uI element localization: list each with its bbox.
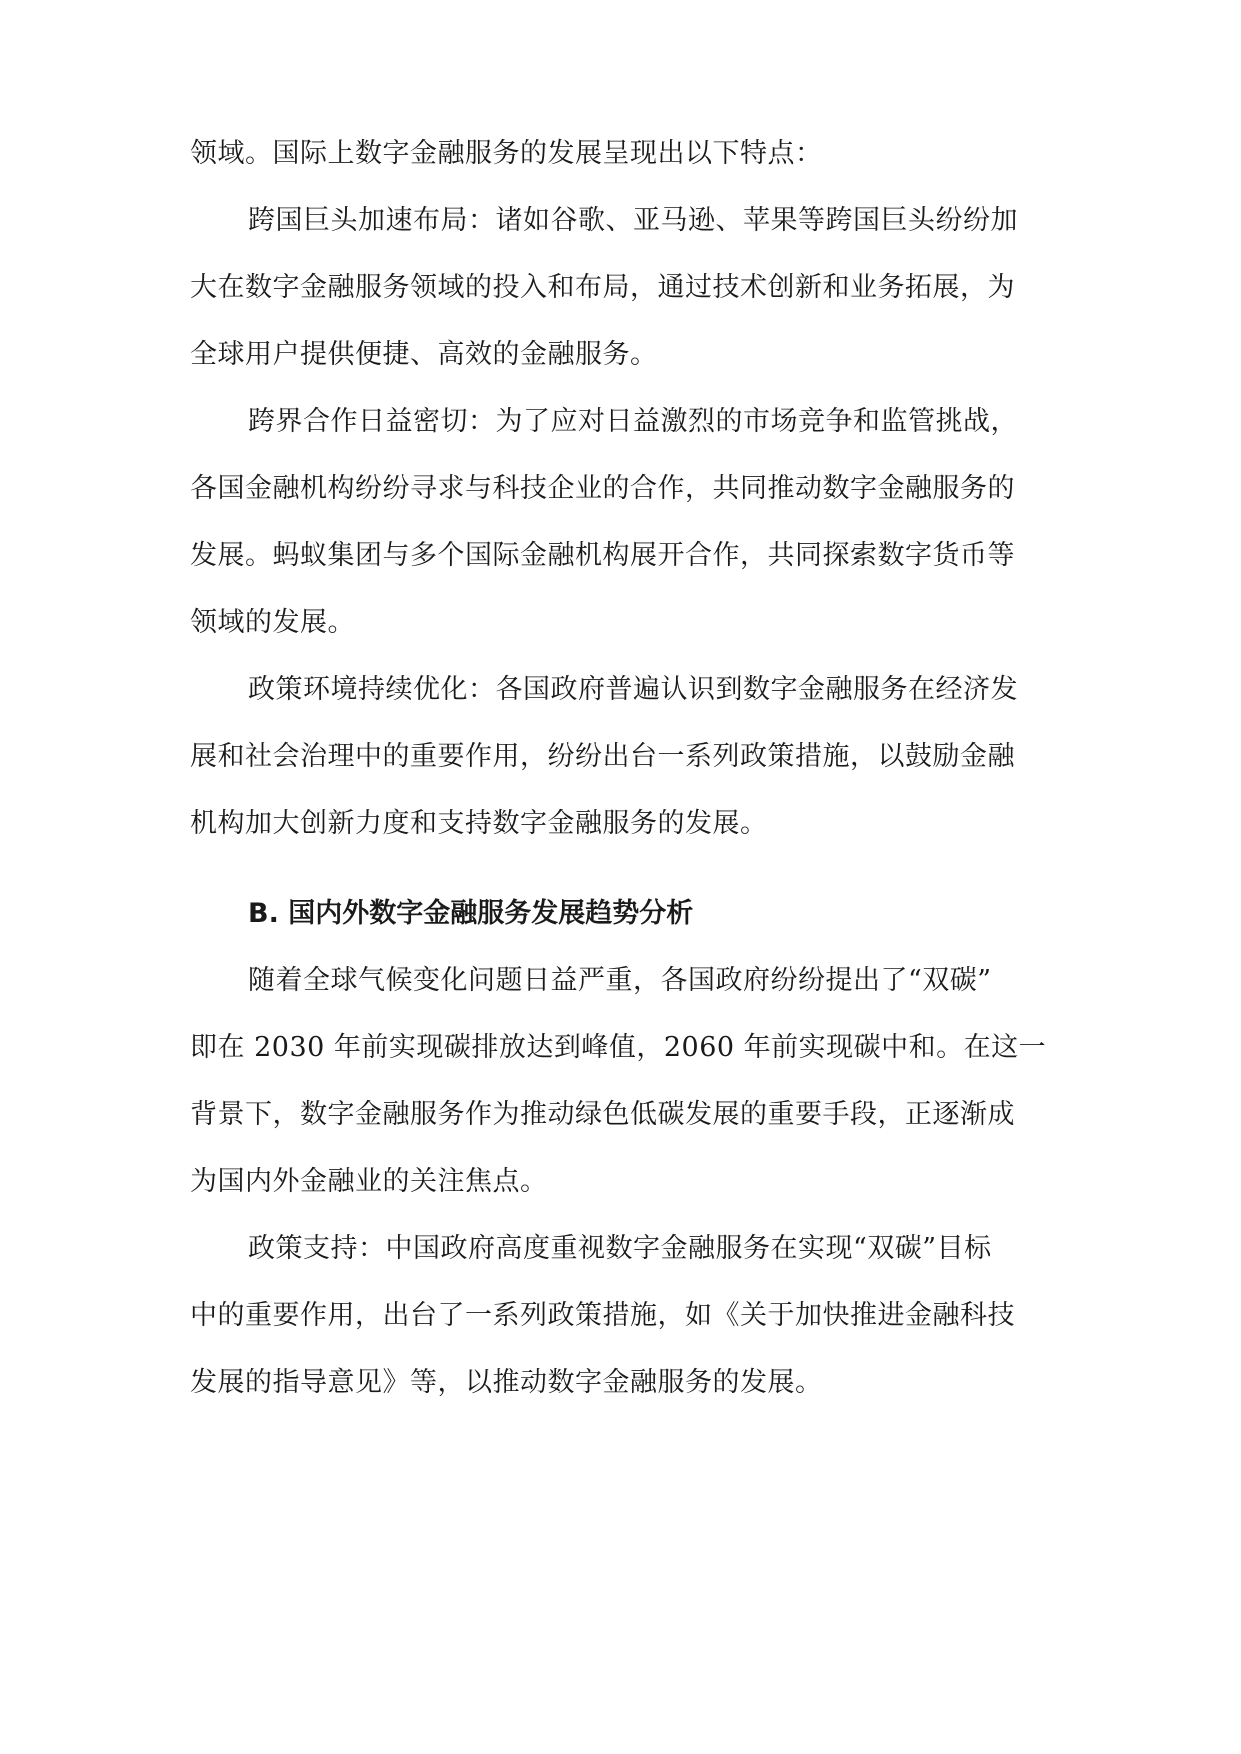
paragraph-2-line-3: 全球用户提供便捷、高效的金融服务。 (190, 339, 658, 370)
paragraph-2-line-1: 跨国巨头加速布局：诸如谷歌、亚马逊、苹果等跨国巨头纷纷加 (248, 205, 1018, 236)
paragraph-5-line-3: 背景下，数字金融服务作为推动绿色低碳发展的重要手段，正逐渐成 (190, 1099, 1015, 1130)
section-heading: B. 国内外数字金融服务发展趋势分析 (248, 898, 694, 929)
paragraph-1-line-1: 领域。国际上数字金融服务的发展呈现出以下特点： (190, 138, 823, 169)
paragraph-3-line-1: 跨界合作日益密切：为了应对日益激烈的市场竞争和监管挑战， (248, 406, 1018, 437)
paragraph-2-line-2: 大在数字金融服务领域的投入和布局，通过技术创新和业务拓展，为 (190, 272, 1015, 303)
paragraph-6-line-1: 政策支持：中国政府高度重视数字金融服务在实现“双碳”目标 (248, 1233, 992, 1264)
paragraph-3-line-2: 各国金融机构纷纷寻求与科技企业的合作，共同推动数字金融服务的 (190, 473, 1015, 504)
paragraph-6-line-2: 中的重要作用，出台了一系列政策措施，如《关于加快推进金融科技 (190, 1300, 1015, 1331)
paragraph-4-line-2: 展和社会治理中的重要作用，纷纷出台一系列政策措施，以鼓励金融 (190, 741, 1015, 772)
paragraph-5-line-4: 为国内外金融业的关注焦点。 (190, 1166, 548, 1197)
paragraph-6-line-3: 发展的指导意见》等，以推动数字金融服务的发展。 (190, 1367, 823, 1398)
paragraph-5-line-2: 即在 2030 年前实现碳排放达到峰值，2060 年前实现碳中和。在这一 (190, 1032, 1047, 1063)
paragraph-3-line-3: 发展。蚂蚁集团与多个国际金融机构展开合作，共同探索数字货币等 (190, 540, 1015, 571)
paragraph-4-line-1: 政策环境持续优化：各国政府普遍认识到数字金融服务在经济发 (248, 674, 1018, 705)
paragraph-4-line-3: 机构加大创新力度和支持数字金融服务的发展。 (190, 808, 768, 839)
paragraph-3-line-4: 领域的发展。 (190, 607, 355, 638)
paragraph-5-line-1: 随着全球气候变化问题日益严重，各国政府纷纷提出了“双碳” (248, 965, 992, 996)
